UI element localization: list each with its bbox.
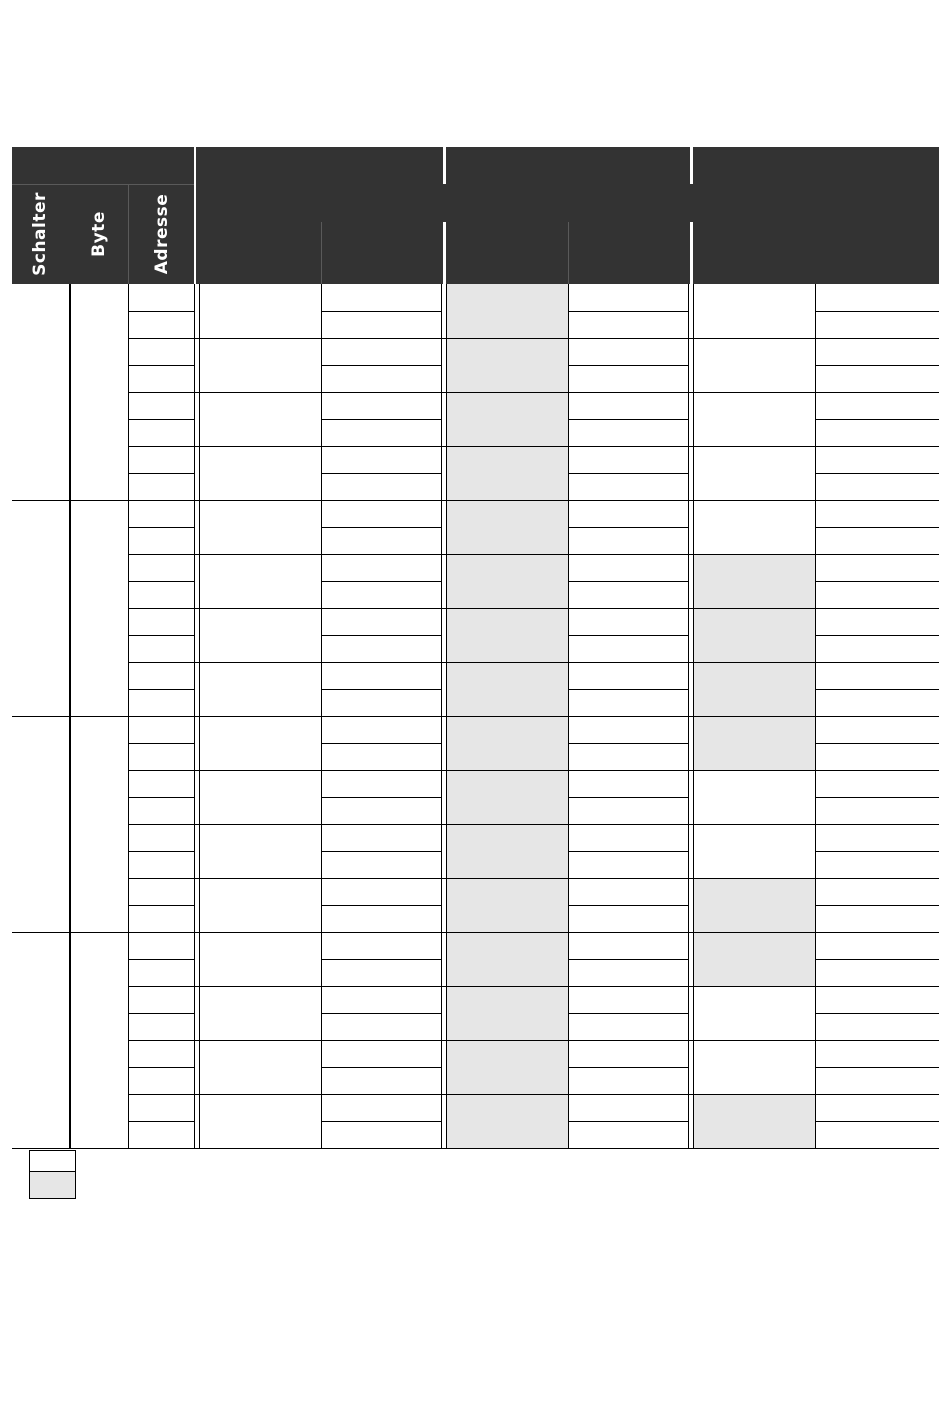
shaded-cell xyxy=(693,554,815,608)
pair-line xyxy=(128,770,939,771)
group-line xyxy=(12,1148,939,1149)
row-line xyxy=(321,851,441,852)
legend-shaded-swatch xyxy=(29,1171,76,1199)
pair-line xyxy=(128,878,939,879)
pair-line xyxy=(128,392,939,393)
row-line xyxy=(321,797,441,798)
pair-line xyxy=(128,662,939,663)
row-line xyxy=(128,527,194,528)
row-line xyxy=(321,1067,441,1068)
row-line xyxy=(568,581,688,582)
row-line xyxy=(815,689,939,690)
row-line xyxy=(568,689,688,690)
shaded-cell xyxy=(446,500,568,554)
header-separator xyxy=(690,222,693,284)
row-line xyxy=(568,851,688,852)
row-line xyxy=(568,1121,688,1122)
header-schalter: Schalter xyxy=(30,192,50,276)
pair-line xyxy=(128,608,939,609)
shaded-cell xyxy=(446,284,568,338)
shaded-cell xyxy=(693,932,815,986)
pair-line xyxy=(128,338,939,339)
row-line xyxy=(128,905,194,906)
pair-line xyxy=(128,1040,939,1041)
row-line xyxy=(128,311,194,312)
row-line xyxy=(128,419,194,420)
shaded-cell xyxy=(446,662,568,716)
row-line xyxy=(321,581,441,582)
shaded-cell xyxy=(446,878,568,932)
legend-plain-swatch xyxy=(29,1150,76,1172)
row-line xyxy=(568,905,688,906)
row-line xyxy=(128,581,194,582)
pair-line xyxy=(128,986,939,987)
row-line xyxy=(815,851,939,852)
row-line xyxy=(568,743,688,744)
shaded-cell xyxy=(693,1094,815,1148)
header-divider xyxy=(321,222,322,284)
row-line xyxy=(128,743,194,744)
row-line xyxy=(321,1013,441,1014)
row-line xyxy=(568,635,688,636)
row-line xyxy=(815,473,939,474)
header-separator xyxy=(443,147,446,184)
row-line xyxy=(568,473,688,474)
pair-line xyxy=(128,446,939,447)
row-line xyxy=(815,581,939,582)
row-line xyxy=(321,905,441,906)
row-line xyxy=(128,689,194,690)
row-line xyxy=(815,959,939,960)
row-line xyxy=(321,419,441,420)
shaded-cell xyxy=(446,554,568,608)
row-line xyxy=(815,527,939,528)
row-line xyxy=(128,1121,194,1122)
group-line xyxy=(12,932,939,933)
row-line xyxy=(321,527,441,528)
row-line xyxy=(815,743,939,744)
row-line xyxy=(321,959,441,960)
row-line xyxy=(568,419,688,420)
row-line xyxy=(815,635,939,636)
row-line xyxy=(815,797,939,798)
shaded-cell xyxy=(693,608,815,662)
shaded-cell xyxy=(446,446,568,500)
row-line xyxy=(568,365,688,366)
shaded-cell xyxy=(446,1040,568,1094)
row-line xyxy=(568,797,688,798)
row-line xyxy=(321,689,441,690)
group-line xyxy=(12,716,939,717)
row-line xyxy=(815,311,939,312)
row-line xyxy=(321,365,441,366)
row-line xyxy=(815,419,939,420)
group-line xyxy=(12,500,939,501)
header-separator xyxy=(443,222,446,284)
shaded-cell xyxy=(446,770,568,824)
row-line xyxy=(128,635,194,636)
row-line xyxy=(321,1121,441,1122)
header-separator xyxy=(690,147,693,184)
row-line xyxy=(815,1013,939,1014)
shaded-cell xyxy=(693,878,815,932)
header-separator xyxy=(194,147,196,284)
row-line xyxy=(321,311,441,312)
header-adresse: Adresse xyxy=(152,193,172,275)
header-divider xyxy=(12,184,194,185)
row-line xyxy=(128,365,194,366)
header-byte: Byte xyxy=(89,211,109,257)
shaded-cell xyxy=(446,338,568,392)
row-line xyxy=(128,1013,194,1014)
row-line xyxy=(128,1067,194,1068)
row-line xyxy=(128,959,194,960)
shaded-cell xyxy=(446,1094,568,1148)
shaded-cell xyxy=(446,932,568,986)
row-line xyxy=(128,851,194,852)
row-line xyxy=(815,365,939,366)
row-line xyxy=(128,797,194,798)
pair-line xyxy=(128,824,939,825)
shaded-cell xyxy=(446,392,568,446)
header-divider xyxy=(128,184,129,284)
row-line xyxy=(568,527,688,528)
row-line xyxy=(568,1013,688,1014)
row-line xyxy=(815,905,939,906)
shaded-cell xyxy=(446,986,568,1040)
shaded-cell xyxy=(446,824,568,878)
shaded-cell xyxy=(446,716,568,770)
shaded-cell xyxy=(693,662,815,716)
row-line xyxy=(321,473,441,474)
row-line xyxy=(321,635,441,636)
row-line xyxy=(128,473,194,474)
row-line xyxy=(568,311,688,312)
shaded-cell xyxy=(446,608,568,662)
row-line xyxy=(321,743,441,744)
shaded-cell xyxy=(693,716,815,770)
row-line xyxy=(815,1121,939,1122)
row-line xyxy=(568,959,688,960)
row-line xyxy=(568,1067,688,1068)
row-line xyxy=(815,1067,939,1068)
pair-line xyxy=(128,554,939,555)
pair-line xyxy=(128,1094,939,1095)
header-divider xyxy=(568,222,569,284)
